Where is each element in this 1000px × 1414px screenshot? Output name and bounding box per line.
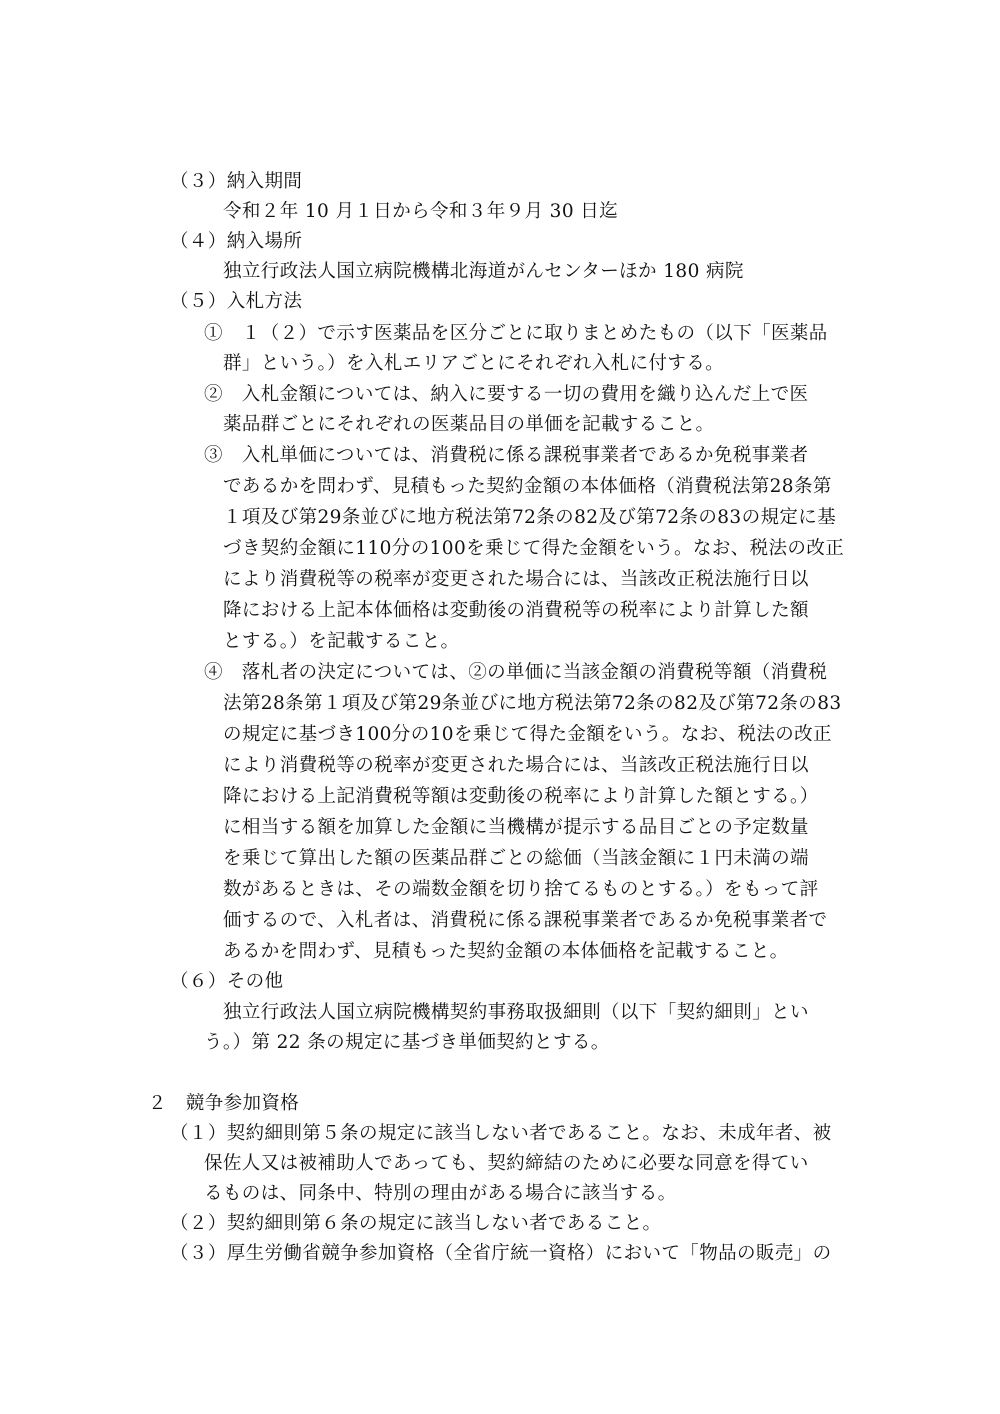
list-item-4-line: の規定に基づき100分の10を乗じて得た金額をいう。なお、税法の改正 (223, 724, 832, 745)
list-item-3-line: ③ 入札単価については、消費税に係る課税事業者であるか免税事業者 (204, 445, 809, 466)
list-item-2-line: 薬品群ごとにそれぞれの医薬品目の単価を記載すること。 (223, 414, 715, 435)
list-item-3-line: １項及び第29条並びに地方税法第72条の82及び第72条の83の規定に基 (223, 507, 837, 528)
eligibility-item-1-line: るものは、同条中、特別の理由がある場合に該当する。 (204, 1183, 677, 1204)
list-item-3-line: づき契約金額に110分の100を乗じて得た金額をいう。なお、税法の改正 (223, 538, 845, 559)
section-heading-delivery-period: （３）納入期間 (170, 171, 303, 192)
eligibility-item-1-line: 保佐人又は被補助人であっても、契約締結のために必要な同意を得てい (204, 1153, 809, 1174)
section-heading-delivery-place: （４）納入場所 (170, 231, 303, 252)
list-item-4-line: ④ 落札者の決定については、②の単価に当該金額の消費税等額（消費税 (204, 662, 828, 683)
list-item-2-line: ② 入札金額については、納入に要する一切の費用を織り込んだ上で医 (204, 384, 809, 405)
list-item-3-line: とする。）を記載すること。 (223, 631, 460, 652)
paragraph-line: う。）第 22 条の規定に基づき単価契約とする。 (204, 1032, 610, 1053)
list-item-4-line: に相当する額を加算した金額に当機構が提示する品目ごとの予定数量 (223, 817, 809, 838)
paragraph-line: 令和２年 10 月１日から令和３年９月 30 日迄 (223, 201, 619, 222)
list-item-4-line: 数があるときは、その端数金額を切り捨てるものとする。）をもって評 (223, 879, 819, 900)
list-item-3-line: により消費税等の税率が変更された場合には、当該改正税法施行日以 (223, 569, 809, 590)
eligibility-item-1-line: （１）契約細則第５条の規定に該当しない者であること。なお、未成年者、被 (170, 1123, 832, 1144)
list-item-4-line: 降における上記消費税等額は変動後の税率により計算した額とする。） (223, 786, 819, 807)
list-item-3-line: 降における上記本体価格は変動後の消費税等の税率により計算した額 (223, 600, 809, 621)
list-item-4-line: 価するので、入札者は、消費税に係る課税事業者であるか免税事業者で (223, 910, 828, 931)
section-title-eligibility: ２ 競争参加資格 (148, 1093, 300, 1114)
eligibility-item-3-line: （３）厚生労働省競争参加資格（全省庁統一資格）において「物品の販売」の (170, 1243, 832, 1264)
eligibility-item-2-line: （２）契約細則第６条の規定に該当しない者であること。 (170, 1213, 662, 1234)
section-heading-other: （６）その他 (170, 971, 284, 992)
paragraph-line: 独立行政法人国立病院機構北海道がんセンターほか 180 病院 (223, 261, 744, 282)
list-item-4-line: を乗じて算出した額の医薬品群ごとの総価（当該金額に１円未満の端 (223, 848, 809, 869)
list-item-4-line: あるかを問わず、見積もった契約金額の本体価格を記載すること。 (223, 941, 789, 962)
section-heading-bidding-method: （５）入札方法 (170, 291, 303, 312)
paragraph-line: 独立行政法人国立病院機構契約事務取扱細則（以下「契約細則」とい (223, 1002, 809, 1023)
list-item-1-line: 群」という。）を入札エリアごとにそれぞれ入札に付する。 (223, 353, 725, 374)
list-item-1-line: ① １（２）で示す医薬品を区分ごとに取りまとめたもの（以下「医薬品 (204, 323, 828, 344)
list-item-4-line: により消費税等の税率が変更された場合には、当該改正税法施行日以 (223, 755, 809, 776)
list-item-4-line: 法第28条第１項及び第29条並びに地方税法第72条の82及び第72条の83 (223, 693, 842, 714)
list-item-3-line: であるかを問わず、見積もった契約金額の本体価格（消費税法第28条第 (223, 476, 832, 497)
